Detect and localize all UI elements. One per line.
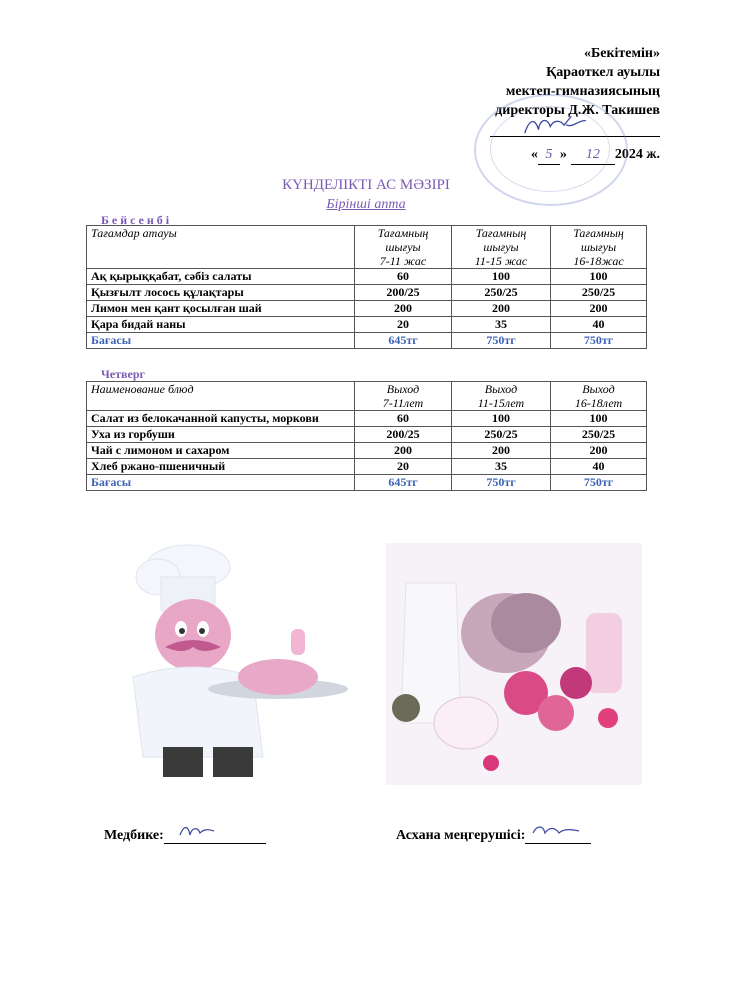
header-age-2: Тағамның шығуы 11-15 жас [452,226,551,269]
canteen-label: Асхана меңгерушісі: [396,828,526,843]
header-age-1: Выход 7-11лет [355,382,452,411]
approval-line-2: Қараоткел ауылы [546,65,660,80]
approval-date: « 5 » 12 2024 ж. [490,145,660,165]
header-age-1: Тағамның шығуы 7-11 жас [355,226,452,269]
date-month: 12 [571,145,615,165]
table-row: Лимон мен қант қосылған шай 200 200 200 [87,301,647,317]
nurse-signature-line [164,829,266,844]
table-row: Хлеб ржано-пшеничный 20 35 40 [87,459,647,475]
date-day: 5 [538,145,560,165]
table-row: Ақ қырыққабат, сәбіз салаты 60 100 100 [87,269,647,285]
table-row: Салат из белокачанной капусты, моркови 60 100 100 [87,411,647,427]
date-year: 2024 ж. [614,147,660,162]
canteen-signature-line [525,829,591,844]
chef-illustration [103,537,365,787]
nurse-signature-block [104,828,266,844]
header-age-3: Тағамның шығуы 16-18жас [551,226,647,269]
approval-line-4: директоры Д.Ж. Такишев [495,103,660,118]
price-row: Бағасы 645тг 750тг 750тг [87,333,647,349]
table-row: Қара бидай наны 20 35 40 [87,317,647,333]
table-row: Чай с лимоном и сахаром 200 200 200 [87,443,647,459]
canteen-signature-block [396,828,591,844]
nurse-label: Медбике: [104,828,164,843]
table-row: Уха из горбуши 200/25 250/25 250/25 [87,427,647,443]
approval-line-3: мектеп-гимназиясының [505,84,660,99]
header-dish: Тағамдар атауы [87,226,355,269]
day-label-monday: Б е й с е н б і [101,213,170,227]
nurse-signature [178,823,218,839]
header-age-2: Выход 11-15лет [452,382,551,411]
header-dish: Наименование блюд [87,382,355,411]
day-label-thursday: Четверг [101,367,145,381]
approval-line-1: «Бекітемін» [583,46,660,61]
page-title: КҮНДЕЛІКТІ АС МӘЗІРІ [282,177,450,193]
menu-table-ru [86,381,647,491]
page-subtitle: Бірінші апта [326,197,406,212]
food-illustration [386,543,642,785]
price-row: Бағасы 645тг 750тг 750тг [87,475,647,491]
header-age-3: Выход 16-18лет [551,382,647,411]
menu-table-kk [86,225,647,349]
table-row: Қызғылт лосось құлақтары 200/25 250/25 250/25 [87,285,647,301]
canteen-signature [531,823,581,839]
